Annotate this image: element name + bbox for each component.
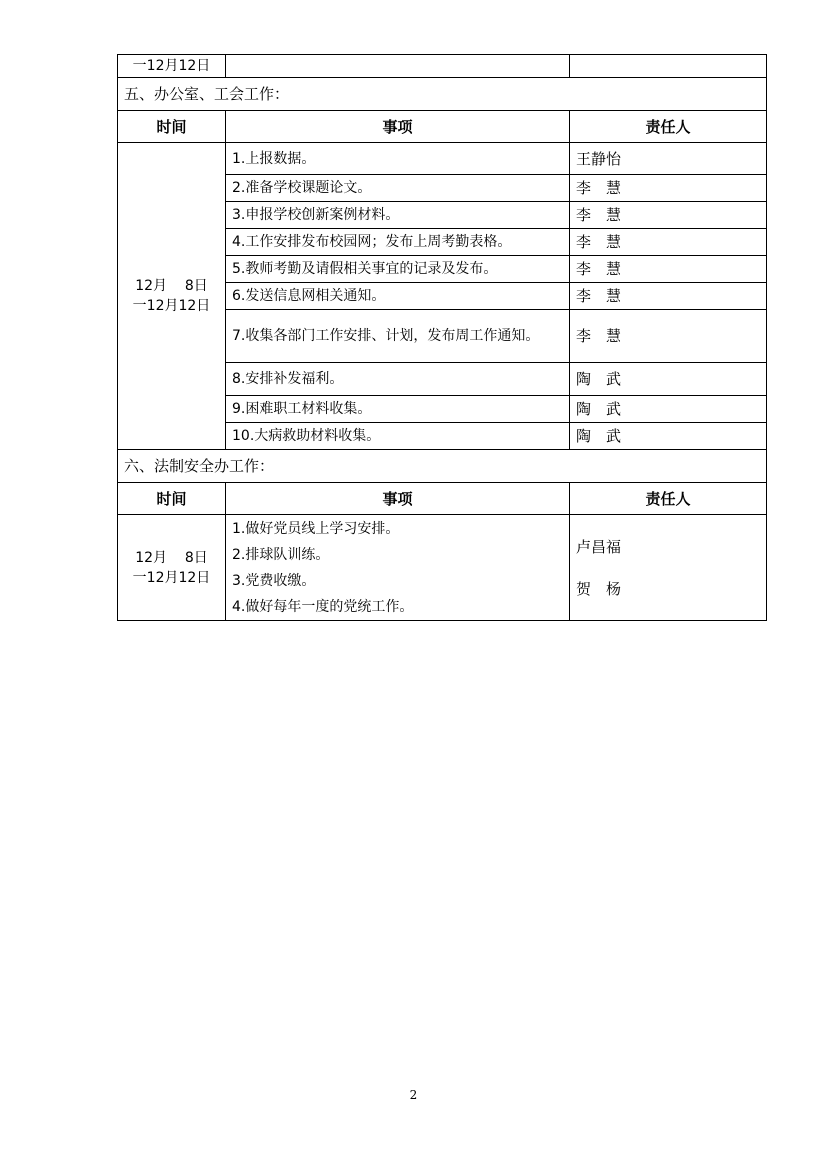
person-cell: 王静怡 [570, 143, 767, 175]
header-person: 责任人 [570, 483, 767, 515]
time-cell: 一12月12日 [118, 55, 226, 78]
time-line: 12月 8日 [135, 278, 208, 294]
page-number: 2 [409, 1088, 418, 1102]
header-row [118, 111, 767, 143]
person-cell: 陶 武 [570, 363, 767, 396]
item-cell: 4.工作安排发布校园网；发布上周考勤表格。 [226, 229, 570, 256]
header-time: 时间 [118, 483, 226, 515]
list-item: 4.做好每年一度的党统工作。 [232, 598, 414, 615]
person-cell: 李 慧 [570, 256, 767, 283]
time-line: 一12月12日 [132, 298, 211, 314]
person-name: 卢昌福 [576, 537, 622, 556]
header-person: 责任人 [570, 111, 767, 143]
person-cell: 陶 武 [570, 423, 767, 450]
person-cell [570, 515, 767, 621]
item-cell: 5.教师考勤及请假相关事宜的记录及发布。 [226, 256, 570, 283]
schedule-table [117, 54, 767, 621]
time-line: 12月 8日 [135, 549, 208, 566]
item-cell: 7.收集各部门工作安排、计划，发布周工作通知。 [226, 310, 570, 363]
section-title: 五、办公室、工会工作： [118, 78, 767, 111]
table-row [118, 515, 767, 621]
person-cell: 李 慧 [570, 283, 767, 310]
time-cell [118, 515, 226, 621]
item-cell: 2.准备学校课题论文。 [226, 175, 570, 202]
item-cell: 8.安排补发福利。 [226, 363, 570, 396]
item-cell [226, 515, 570, 621]
item-cell: 10.大病救助材料收集。 [226, 423, 570, 450]
time-line: 一12月12日 [132, 569, 211, 586]
person-cell: 陶 武 [570, 396, 767, 423]
person-name: 贺 杨 [576, 579, 622, 598]
header-item: 事项 [226, 111, 570, 143]
header-time: 时间 [118, 111, 226, 143]
person-cell: 李 慧 [570, 310, 767, 363]
item-cell: 9.困难职工材料收集。 [226, 396, 570, 423]
item-cell: 3.申报学校创新案例材料。 [226, 202, 570, 229]
header-row [118, 483, 767, 515]
section-title-row [118, 450, 767, 483]
list-item: 1.做好党员线上学习安排。 [232, 520, 400, 537]
time-cell [118, 143, 226, 450]
person-cell: 李 慧 [570, 175, 767, 202]
section-title: 六、法制安全办工作： [118, 450, 767, 483]
person-cell [570, 55, 767, 78]
section-title-row [118, 78, 767, 111]
table-row [118, 143, 767, 175]
list-item: 3.党费收缴。 [232, 572, 316, 589]
item-cell: 1.上报数据。 [226, 143, 570, 175]
person-cell: 李 慧 [570, 229, 767, 256]
person-cell: 李 慧 [570, 202, 767, 229]
header-item: 事项 [226, 483, 570, 515]
item-cell [226, 55, 570, 78]
table-row [118, 55, 767, 78]
item-cell: 6.发送信息网相关通知。 [226, 283, 570, 310]
list-item: 2.排球队训练。 [232, 546, 330, 563]
